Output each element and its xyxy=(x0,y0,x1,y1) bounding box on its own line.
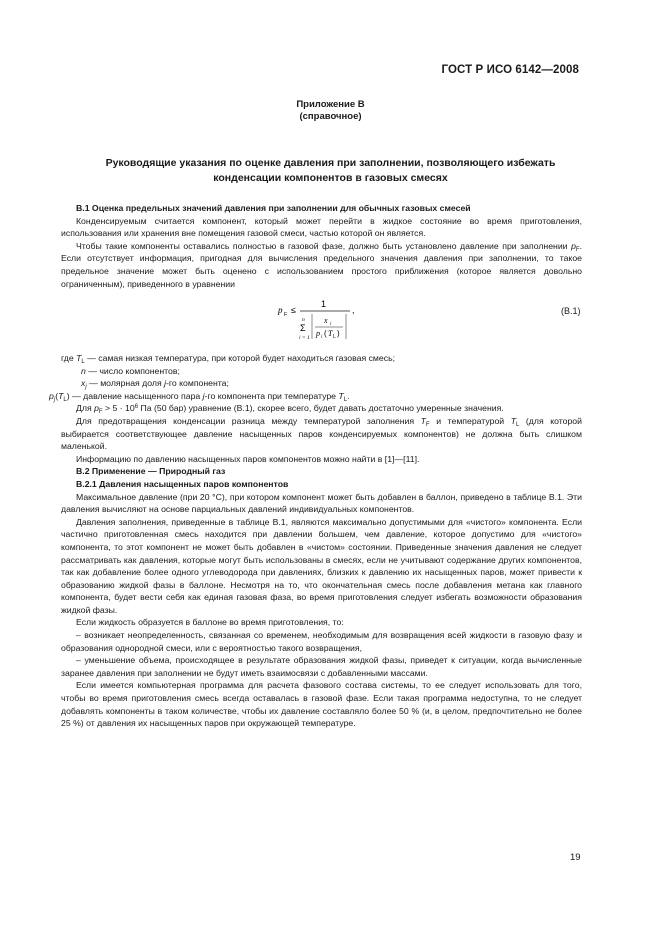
paragraph: Конденсируемым считается компонент, который может перейти в жидкое состояние во время приготовления, использования или хранения вне помещения газовой смеси, частью которой он является. xyxy=(61,215,582,239)
section-b1-heading: В.1 Оценка предельных значений давления при заполнении для обычных газовых смесей xyxy=(76,203,471,213)
subscript: L xyxy=(63,396,67,403)
subscript: j xyxy=(53,396,56,403)
text-run: > 5 · 10 xyxy=(102,403,135,414)
paren: ) xyxy=(66,390,70,401)
subscript: F xyxy=(575,246,580,253)
subscript: L xyxy=(516,421,520,428)
text-run: Па (50 бар) уравнение (В.1), скорее всего, будет давать достаточно умеренные значения. xyxy=(138,403,504,414)
subscript: L xyxy=(81,359,85,365)
symbol: T xyxy=(58,390,64,401)
text-run: где xyxy=(61,353,77,363)
paragraph xyxy=(61,415,582,453)
formula-inner-denominator: p xyxy=(316,329,320,338)
paragraph: Если жидкость образуется в баллоне во время приготовления, то: xyxy=(76,617,344,628)
list-item: – возникает неопределенность, связанная со временем, необходимым для возвращения всей жидкости в газовую фазу и образования однородной смеси, или с вероятностью такого возвращения, xyxy=(61,630,582,653)
symbol: T xyxy=(420,415,426,426)
text-run: Чтобы такие компоненты оставались полностью в газовой фазе, должно быть установлено давление при заполнении xyxy=(76,240,572,251)
document-code: ГОСТ Р ИСО 6142—2008 xyxy=(441,64,579,76)
appendix-note: (справочное) xyxy=(299,111,362,122)
formula-comma: , xyxy=(352,305,355,315)
text-run: -го компонента; xyxy=(166,378,229,389)
list-item: – уменьшение объема, происходящее в результате образования жидкой фазы, приведет к ситуации, когда вычисленные заранее давления при заполнении не будут иметь взаимосвязи с добавленными массами. xyxy=(61,655,582,678)
symbol: T xyxy=(510,415,517,426)
formula-inner-denominator-subscript: i xyxy=(321,335,323,340)
formula-leq: ≤ xyxy=(291,305,296,315)
symbol: x xyxy=(81,378,86,389)
paragraph: Информацию по давлению насыщенных паров компонентов можно найти в [1]—[11]. xyxy=(76,453,420,464)
symbol: T xyxy=(76,353,82,363)
paragraph: Давления заполнения, приведенные в таблице В.1, являются максимально допустимыми для «чистого» компонента. Если частично приготовленная смесь находится при давлении большем, чем давление, которое допустимо для «чистого» компонента, то этот компонент не может быть добавлен в «чистом» состоянии. Приведенные значения давления не следует рассматривать как давления, которые могут быть использованы в смесях, если не учитывают содержание других компонентов, так как добавление более одного углеводорода при давлениях, близких к давлению их насыщенных паров, может привести к образованию жидкой фазы в баллоне. Несмотря на то, что окончательная смесь после добавления метана как главного компонента, будет вести себя как единая газовая фаза, во время приготовления следует избегать возможности образования жидкой фазы. xyxy=(61,516,582,615)
subscript: L xyxy=(343,396,348,403)
text-run: Для предотвращения конденсации разница между температурой заполнения xyxy=(76,415,421,426)
symbol: n xyxy=(81,365,86,376)
formula-inner-argument: T xyxy=(328,329,333,338)
formula-b1 xyxy=(275,296,415,352)
formula-number: (В.1) xyxy=(561,306,581,316)
text-run: Для xyxy=(76,403,95,414)
text-run: — молярная доля xyxy=(86,378,165,389)
paragraph xyxy=(61,402,582,415)
where-row-1 xyxy=(61,352,582,365)
where-row-4 xyxy=(49,390,582,403)
paragraph: Если имеется компьютерная программа для расчета фазового состава системы, то ее следует использовать для того, чтобы во время приготовления смесь всегда оставалась в газовой фазе. Если такая программа недоступна, то не следует добавлять компоненты в таком количестве, чтобы их давление составляло более 50 % (и, в целом, предпочтительно не более 25 %) от давления их насыщенных паров при окружающей температуре. xyxy=(61,680,582,729)
formula-open-paren: ( xyxy=(324,329,327,338)
subscript: F xyxy=(98,409,103,416)
text-run: . xyxy=(347,390,350,401)
symbol: p xyxy=(571,240,576,251)
section-b2-heading: В.2 Применение — Природный газ xyxy=(76,466,226,477)
text-run: — давление насыщенного пара xyxy=(69,390,203,401)
subscript: F xyxy=(425,421,430,428)
symbol: T xyxy=(338,390,344,401)
subscript: j xyxy=(85,384,87,391)
paragraph xyxy=(61,240,582,290)
text-run: — самая низкая температура, при которой будет находиться газовая смесь; xyxy=(84,353,396,363)
symbol: j xyxy=(164,378,167,389)
formula-numerator: 1 xyxy=(321,299,327,309)
symbol: p xyxy=(49,390,54,401)
formula-inner-argument-subscript: L xyxy=(333,334,336,340)
symbol: p xyxy=(94,403,99,414)
where-row-2 xyxy=(61,365,582,378)
superscript: 6 xyxy=(134,404,139,411)
formula-lhs: p xyxy=(278,305,283,315)
section-b1 xyxy=(61,202,582,290)
symbol: j xyxy=(202,390,205,401)
formula-sum-lower: i = 1 xyxy=(299,335,310,341)
appendix-title: Приложение В xyxy=(296,99,365,110)
formula-lhs-subscript: F xyxy=(284,312,288,318)
text-run: (для которой выбирается соответствующее давление насыщенных паров конденсируемых компонентов) не должна быть слишком маленькой. xyxy=(61,415,582,452)
section-b1-continued xyxy=(49,352,582,730)
section-b2-1-heading: В.2.1 Давления насыщенных паров компонентов xyxy=(76,478,289,489)
formula-inner-numerator-subscript: i xyxy=(330,322,332,327)
main-title-line-1: Руководящие указания по оценке давления при заполнении, позволяющего избежать xyxy=(105,157,556,169)
formula-close-paren: ) xyxy=(337,329,340,338)
text-run: — число компонентов; xyxy=(85,365,180,376)
paragraph: Максимальное давление (при 20 °С), при котором компонент может быть добавлен в баллон, приведено в таблице В.1. Эти давления вычисляют на основе парциальных давлений индивидуальных компонентов. xyxy=(61,491,582,515)
text-run: -го компонента при температуре xyxy=(204,390,339,401)
text-run: . Если отсутствует информация, пригодная для вычисления предельного значения давления при заполнении, то такое предельное значение может быть оценено с использованием простого приближения (которое является довольно ограниченным), приведенного в уравнении xyxy=(61,240,582,289)
paren: ( xyxy=(55,390,59,401)
where-row-3 xyxy=(61,377,582,390)
page-number: 19 xyxy=(570,852,581,863)
text-run: и температурой xyxy=(429,415,511,426)
formula-sum-sign: Σ xyxy=(300,323,306,333)
main-title-line-2: конденсации компонентов в газовых смесях xyxy=(213,172,448,184)
formula-sum-upper: n xyxy=(302,317,305,323)
formula-inner-numerator: x xyxy=(324,316,328,325)
